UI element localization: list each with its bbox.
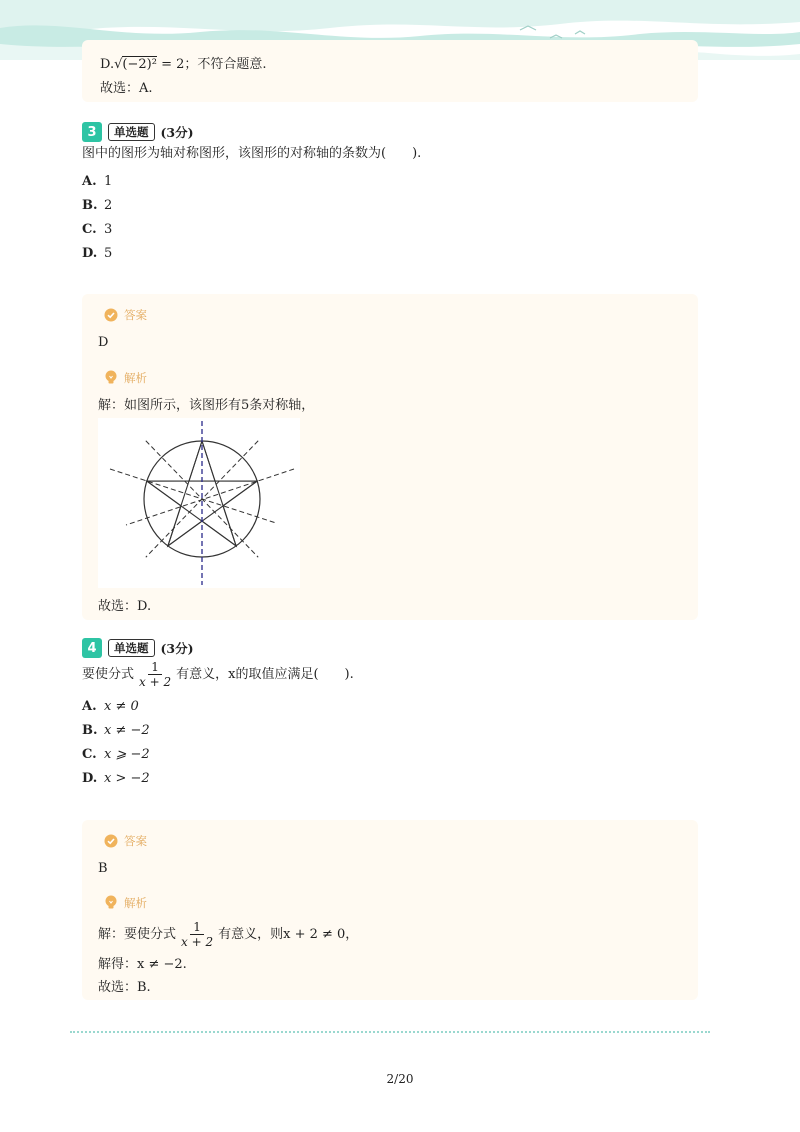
star-symmetry-figure	[98, 418, 300, 588]
question-3-analysis-text: 解：如图所示，该图形有5条对称轴，	[98, 398, 315, 413]
option-label: A.	[82, 174, 97, 189]
option-text: 3	[104, 222, 113, 237]
analysis-prefix: 解：要使分式	[98, 927, 177, 942]
fraction-numerator: 1	[148, 660, 162, 675]
question-4-option-b[interactable]	[82, 722, 150, 740]
star-in-circle-diagram	[98, 418, 300, 588]
fraction	[178, 920, 216, 949]
option-label: C.	[82, 747, 97, 762]
option-label: D.	[82, 771, 98, 786]
question-4-header	[82, 638, 194, 658]
question-3-option-b[interactable]	[82, 197, 112, 215]
option-label: B.	[82, 723, 98, 738]
analysis-label: 解析	[124, 896, 147, 910]
option-text: x ≠ −2	[104, 723, 150, 738]
question-type-tag: 单选题	[108, 639, 155, 657]
fraction-denominator: x + 2	[181, 935, 214, 949]
question-3-option-c[interactable]	[82, 221, 112, 239]
question-score: (3分)	[160, 125, 194, 140]
question-4-option-a[interactable]	[82, 698, 139, 716]
lightbulb-icon	[104, 370, 118, 386]
fraction-denominator: x + 2	[139, 675, 172, 689]
option-text: x ≠ 0	[104, 699, 139, 714]
question-4-option-c[interactable]	[82, 746, 150, 764]
prev-option-d-suffix: = 2；不符合题意.	[161, 57, 267, 72]
answer-section-label	[104, 307, 147, 323]
question-type-tag: 单选题	[108, 123, 155, 141]
fraction	[136, 660, 174, 689]
answer-label: 答案	[124, 834, 147, 848]
stem-prefix: 要使分式	[82, 667, 135, 682]
question-4-conclusion: 故选：B.	[98, 980, 151, 995]
option-text: 2	[104, 198, 113, 213]
analysis-section-label	[104, 895, 147, 911]
option-text: 1	[104, 174, 113, 189]
analysis-section-label	[104, 370, 147, 386]
answer-label: 答案	[124, 308, 147, 322]
question-4-analysis-line2: 解得：x ≠ −2.	[98, 957, 187, 972]
footer-divider	[70, 1031, 710, 1033]
page-number: 2/20	[386, 1072, 414, 1086]
option-label: B.	[82, 198, 98, 213]
question-number-badge: 4	[82, 638, 102, 658]
question-number-badge: 3	[82, 122, 102, 142]
question-3-stem: 图中的图形为轴对称图形，该图形的对称轴的条数为( ).	[82, 146, 422, 161]
sqrt-expression: √(−2)²	[114, 57, 157, 72]
prev-option-d-prefix: D.	[100, 57, 115, 72]
question-3-header	[82, 122, 194, 142]
stem-suffix: 有意义，x的取值应满足( ).	[176, 667, 354, 682]
question-4-analysis-line1	[98, 920, 358, 950]
option-label: D.	[82, 246, 98, 261]
fraction-numerator: 1	[190, 920, 204, 935]
question-3-answer: D	[98, 335, 109, 350]
question-score: (3分)	[160, 641, 194, 656]
analysis-label: 解析	[124, 371, 147, 385]
question-3-option-a[interactable]	[82, 173, 112, 191]
check-circle-icon	[104, 834, 118, 848]
option-text: x ⩾ −2	[104, 747, 150, 762]
option-text: 5	[104, 246, 113, 261]
lightbulb-icon	[104, 895, 118, 911]
option-label: A.	[82, 699, 97, 714]
option-label: C.	[82, 222, 97, 237]
check-circle-icon	[104, 308, 118, 322]
answer-section-label	[104, 833, 147, 849]
prev-option-d	[100, 56, 267, 74]
analysis-suffix: 有意义，则x + 2 ≠ 0，	[218, 927, 359, 942]
prev-conclusion: 故选：A.	[100, 81, 153, 96]
question-4-answer: B	[98, 861, 108, 876]
question-4-stem	[82, 660, 354, 690]
option-text: x > −2	[104, 771, 150, 786]
question-3-option-d[interactable]	[82, 245, 112, 263]
question-3-conclusion: 故选：D.	[98, 599, 152, 614]
question-4-option-d[interactable]	[82, 770, 150, 788]
